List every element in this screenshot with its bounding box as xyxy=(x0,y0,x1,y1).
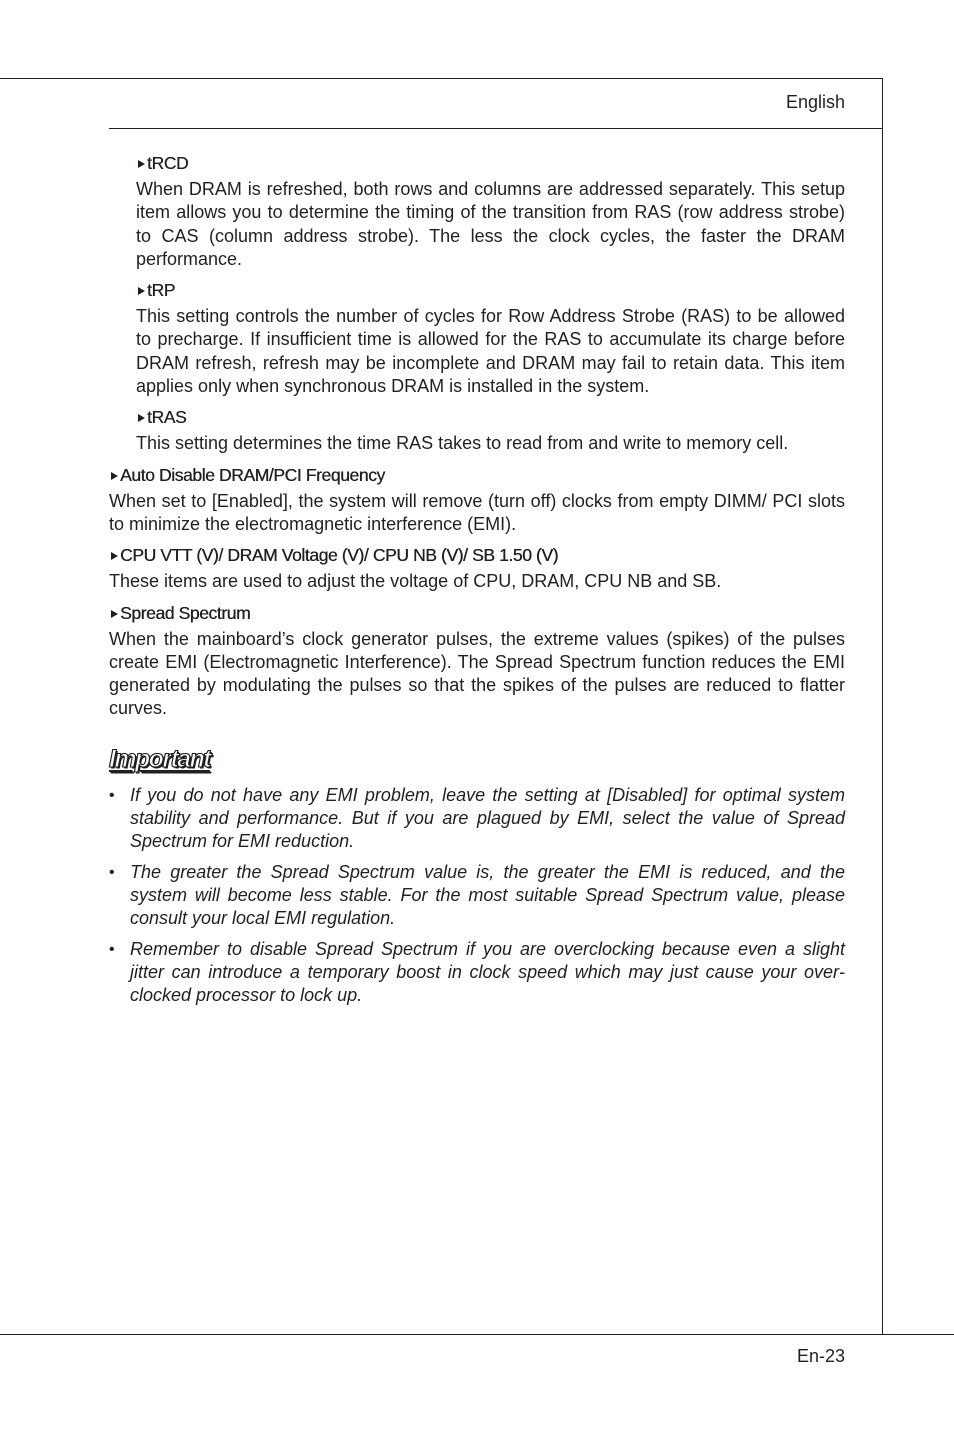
triangle-right-icon xyxy=(111,610,118,618)
section-trcd xyxy=(136,153,845,271)
page-content xyxy=(109,153,845,1007)
header-divider xyxy=(109,128,883,129)
list-item xyxy=(109,784,845,854)
footer-divider xyxy=(0,1334,954,1335)
section-heading xyxy=(136,280,845,301)
note-text: If you do not have any EMI problem, leave the setting at [Disabled] for optimal system stability and performance. But if you are plagued by EMI, select the value of Spread Spectrum for EMI reduction. xyxy=(130,784,845,852)
triangle-right-icon xyxy=(138,287,145,295)
note-text: Remember to disable Spread Spectrum if you are overclocking because even a slight jitter can introduce a temporary boost in clock speed which may just cause your overclocked processor to lock up. xyxy=(130,938,845,1006)
section-title: tRP xyxy=(147,280,175,301)
section-title: Auto Disable DRAM/PCI Frequency xyxy=(120,464,385,485)
right-margin-line xyxy=(882,78,883,1335)
page-number: En-23 xyxy=(796,1346,845,1366)
section-heading xyxy=(136,153,845,174)
top-border-line xyxy=(0,78,883,79)
bullet-icon: • xyxy=(109,786,115,804)
important-title: Important xyxy=(109,744,210,773)
section-body: When set to [Enabled], the system will remove (turn off) clocks from empty DIMM/ PCI slots to minimize the electromagnetic interference (EMI). xyxy=(109,490,845,534)
triangle-right-icon xyxy=(138,414,145,422)
section-auto-disable-frequency xyxy=(109,465,845,537)
triangle-right-icon xyxy=(111,472,118,480)
section-body: When DRAM is refreshed, both rows and columns are addressed separately. This setup item allows you to determine the timing of the transition from RAS (row address strobe) to CAS (column address strobe). The less the clock cycles, the faster the DRAM performance. xyxy=(136,179,845,269)
important-notes-list xyxy=(109,784,845,1008)
list-item xyxy=(109,861,845,931)
section-title: tRAS xyxy=(147,407,187,428)
section-heading xyxy=(109,465,845,486)
list-item xyxy=(109,938,845,1008)
note-text: The greater the Spread Spectrum value is, the greater the EMI is reduced, and the system will become less stable. For the most suitable Spread Spectrum value, please consult your local EMI regulation. xyxy=(130,861,845,929)
important-callout xyxy=(109,744,845,780)
section-body: These items are used to adjust the voltage of CPU, DRAM, CPU NB and SB. xyxy=(109,571,722,592)
section-title: CPU VTT (V)/ DRAM Voltage (V)/ CPU NB (V)/ SB 1.50 (V) xyxy=(120,545,559,566)
section-spread-spectrum xyxy=(109,603,845,721)
section-heading xyxy=(109,603,845,624)
section-title: Spread Spectrum xyxy=(120,602,251,623)
section-heading xyxy=(136,407,845,428)
section-voltage xyxy=(109,545,845,593)
language-label: English xyxy=(785,92,845,112)
triangle-right-icon xyxy=(111,552,118,560)
section-body: This setting controls the number of cycles for Row Address Strobe (RAS) to be allowed to precharge. If insufficient time is allowed for the RAS to accumulate its charge before DRAM refresh, refresh may be incomplete and DRAM may fail to retain data. This item applies only when synchronous DRAM is installed in the system. xyxy=(136,306,845,397)
triangle-right-icon xyxy=(138,160,145,168)
bullet-icon: • xyxy=(109,940,115,958)
section-trp xyxy=(136,280,845,398)
section-heading xyxy=(109,545,845,566)
section-tras xyxy=(136,407,845,455)
bullet-icon: • xyxy=(109,863,115,881)
section-body: When the mainboard’s clock generator pulses, the extreme values (spikes) of the pulses create EMI (Electromagnetic Interference). The Spread Spectrum function reduces the EMI generated by modulating the pulses so that the spikes of the pulses are reduced to flatter curves. xyxy=(109,628,845,719)
section-body: This setting determines the time RAS takes to read from and write to memory cell. xyxy=(136,433,789,454)
section-title: tRCD xyxy=(147,153,189,173)
